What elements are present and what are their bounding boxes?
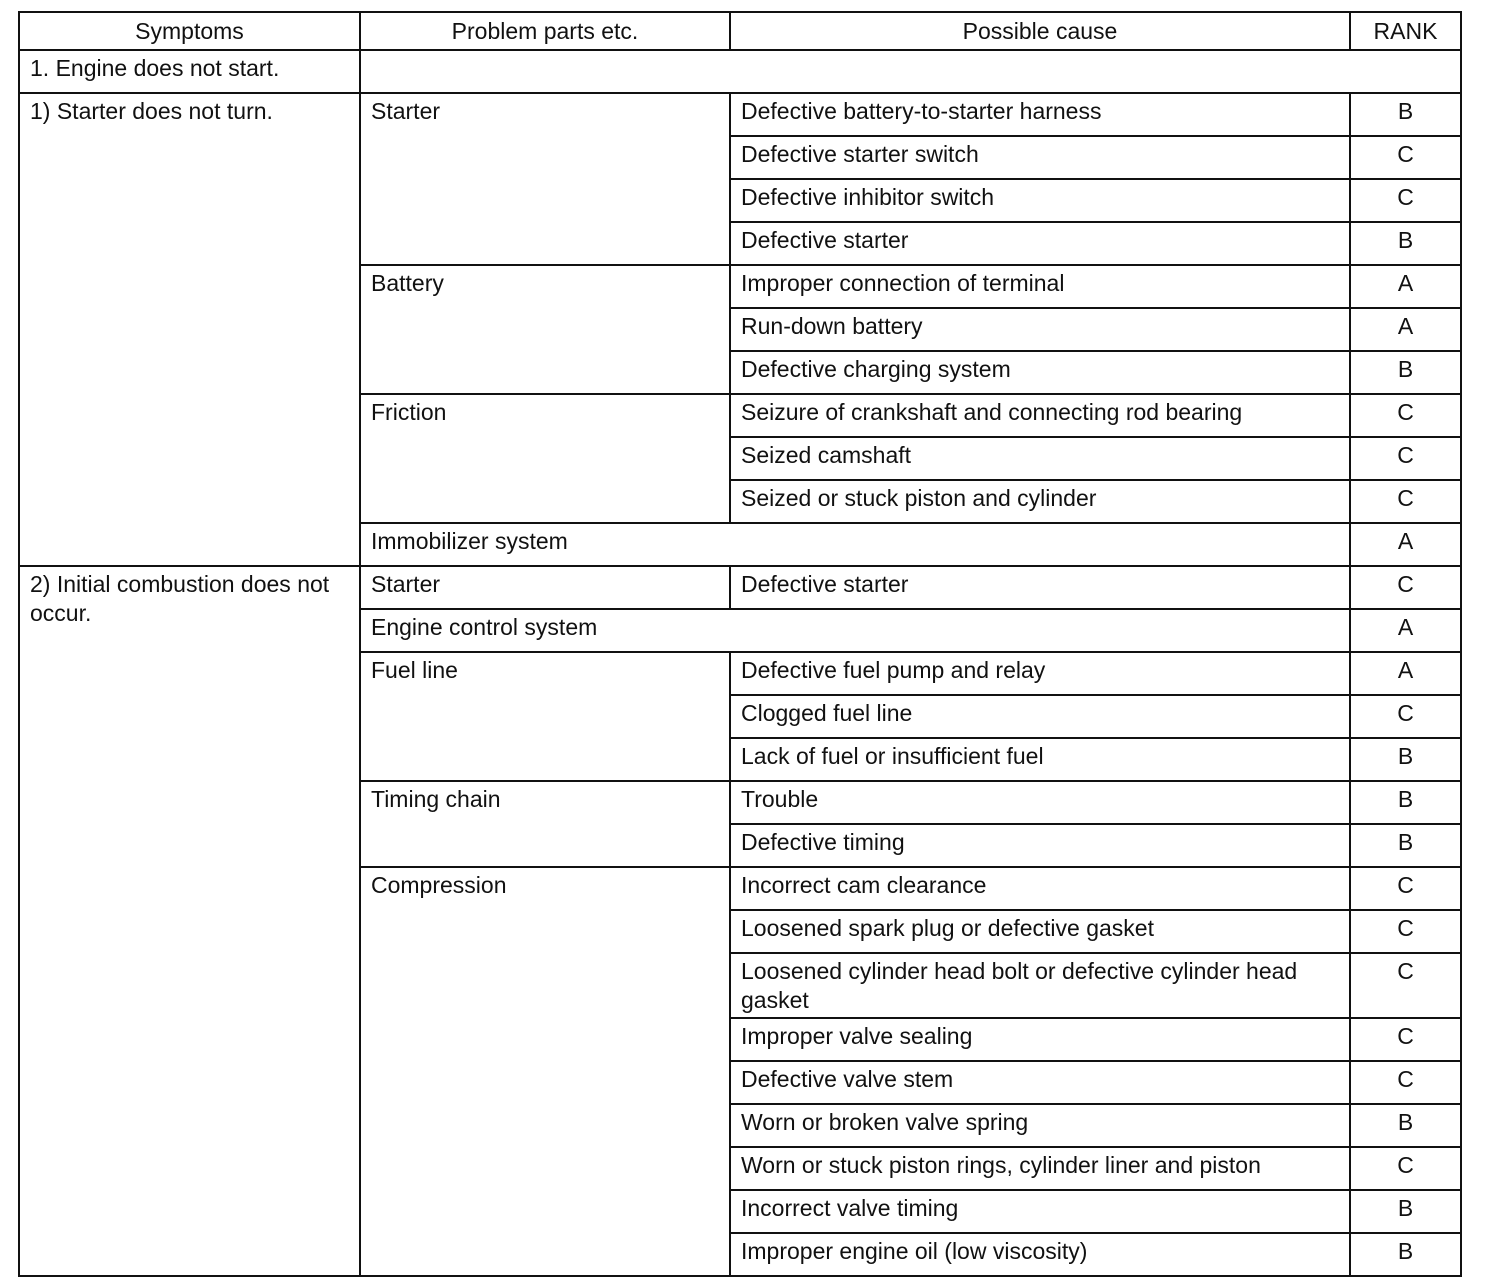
possible-cause: Lack of fuel or insufficient fuel [730,738,1350,781]
problem-part: Fuel line [360,652,730,781]
section-title: 1. Engine does not start. [19,50,360,93]
header-possible-cause: Possible cause [730,12,1350,50]
possible-cause: Defective starter [730,222,1350,265]
rank-value: C [1350,1147,1461,1190]
table-row [19,566,1461,609]
possible-cause: Improper connection of terminal [730,265,1350,308]
problem-part: Starter [360,93,730,265]
rank-value: B [1350,351,1461,394]
rank-value: C [1350,480,1461,523]
header-rank: RANK [1350,12,1461,50]
rank-value: A [1350,609,1461,652]
possible-cause: Incorrect cam clearance [730,867,1350,910]
rank-value: B [1350,824,1461,867]
rank-value: B [1350,222,1461,265]
symptom-label: 2) Initial combustion does not occur. [19,566,360,1276]
rank-value: C [1350,394,1461,437]
problem-part: Battery [360,265,730,394]
problem-part: Engine control system [360,609,1350,652]
rank-value: C [1350,1018,1461,1061]
rank-value: C [1350,953,1461,1018]
rank-value: A [1350,523,1461,566]
possible-cause: Loosened cylinder head bolt or defective cylinder head gasket [730,953,1350,1018]
rank-value: C [1350,437,1461,480]
rank-value: B [1350,1190,1461,1233]
problem-part: Starter [360,566,730,609]
problem-part: Immobilizer system [360,523,1350,566]
section-empty-cell [360,50,1461,93]
rank-value: A [1350,652,1461,695]
possible-cause: Defective starter switch [730,136,1350,179]
possible-cause: Defective starter [730,566,1350,609]
rank-value: A [1350,265,1461,308]
rank-value: C [1350,910,1461,953]
rank-value: B [1350,93,1461,136]
rank-value: A [1350,308,1461,351]
rank-value: C [1350,1061,1461,1104]
possible-cause: Defective charging system [730,351,1350,394]
header-row [19,12,1461,50]
possible-cause: Defective fuel pump and relay [730,652,1350,695]
possible-cause: Run-down battery [730,308,1350,351]
possible-cause: Worn or stuck piston rings, cylinder liner and piston [730,1147,1350,1190]
possible-cause: Defective battery-to-starter harness [730,93,1350,136]
rank-value: C [1350,695,1461,738]
header-problem-parts: Problem parts etc. [360,12,730,50]
table-row [19,93,1461,136]
possible-cause: Defective valve stem [730,1061,1350,1104]
possible-cause: Incorrect valve timing [730,1190,1350,1233]
possible-cause: Seized or stuck piston and cylinder [730,480,1350,523]
rank-value: C [1350,136,1461,179]
rank-value: C [1350,867,1461,910]
problem-part: Friction [360,394,730,523]
rank-value: C [1350,179,1461,222]
problem-part: Timing chain [360,781,730,867]
rank-value: B [1350,1233,1461,1276]
possible-cause: Clogged fuel line [730,695,1350,738]
possible-cause: Defective timing [730,824,1350,867]
problem-part: Compression [360,867,730,1276]
symptom-label: 1) Starter does not turn. [19,93,360,566]
possible-cause: Defective inhibitor switch [730,179,1350,222]
possible-cause: Improper valve sealing [730,1018,1350,1061]
possible-cause: Loosened spark plug or defective gasket [730,910,1350,953]
possible-cause: Seizure of crankshaft and connecting rod bearing [730,394,1350,437]
troubleshooting-table [18,11,1462,1277]
possible-cause: Seized camshaft [730,437,1350,480]
section-row [19,50,1461,93]
rank-value: B [1350,738,1461,781]
rank-value: B [1350,781,1461,824]
rank-value: C [1350,566,1461,609]
possible-cause: Worn or broken valve spring [730,1104,1350,1147]
header-symptoms: Symptoms [19,12,360,50]
rank-value: B [1350,1104,1461,1147]
possible-cause: Trouble [730,781,1350,824]
possible-cause: Improper engine oil (low viscosity) [730,1233,1350,1276]
